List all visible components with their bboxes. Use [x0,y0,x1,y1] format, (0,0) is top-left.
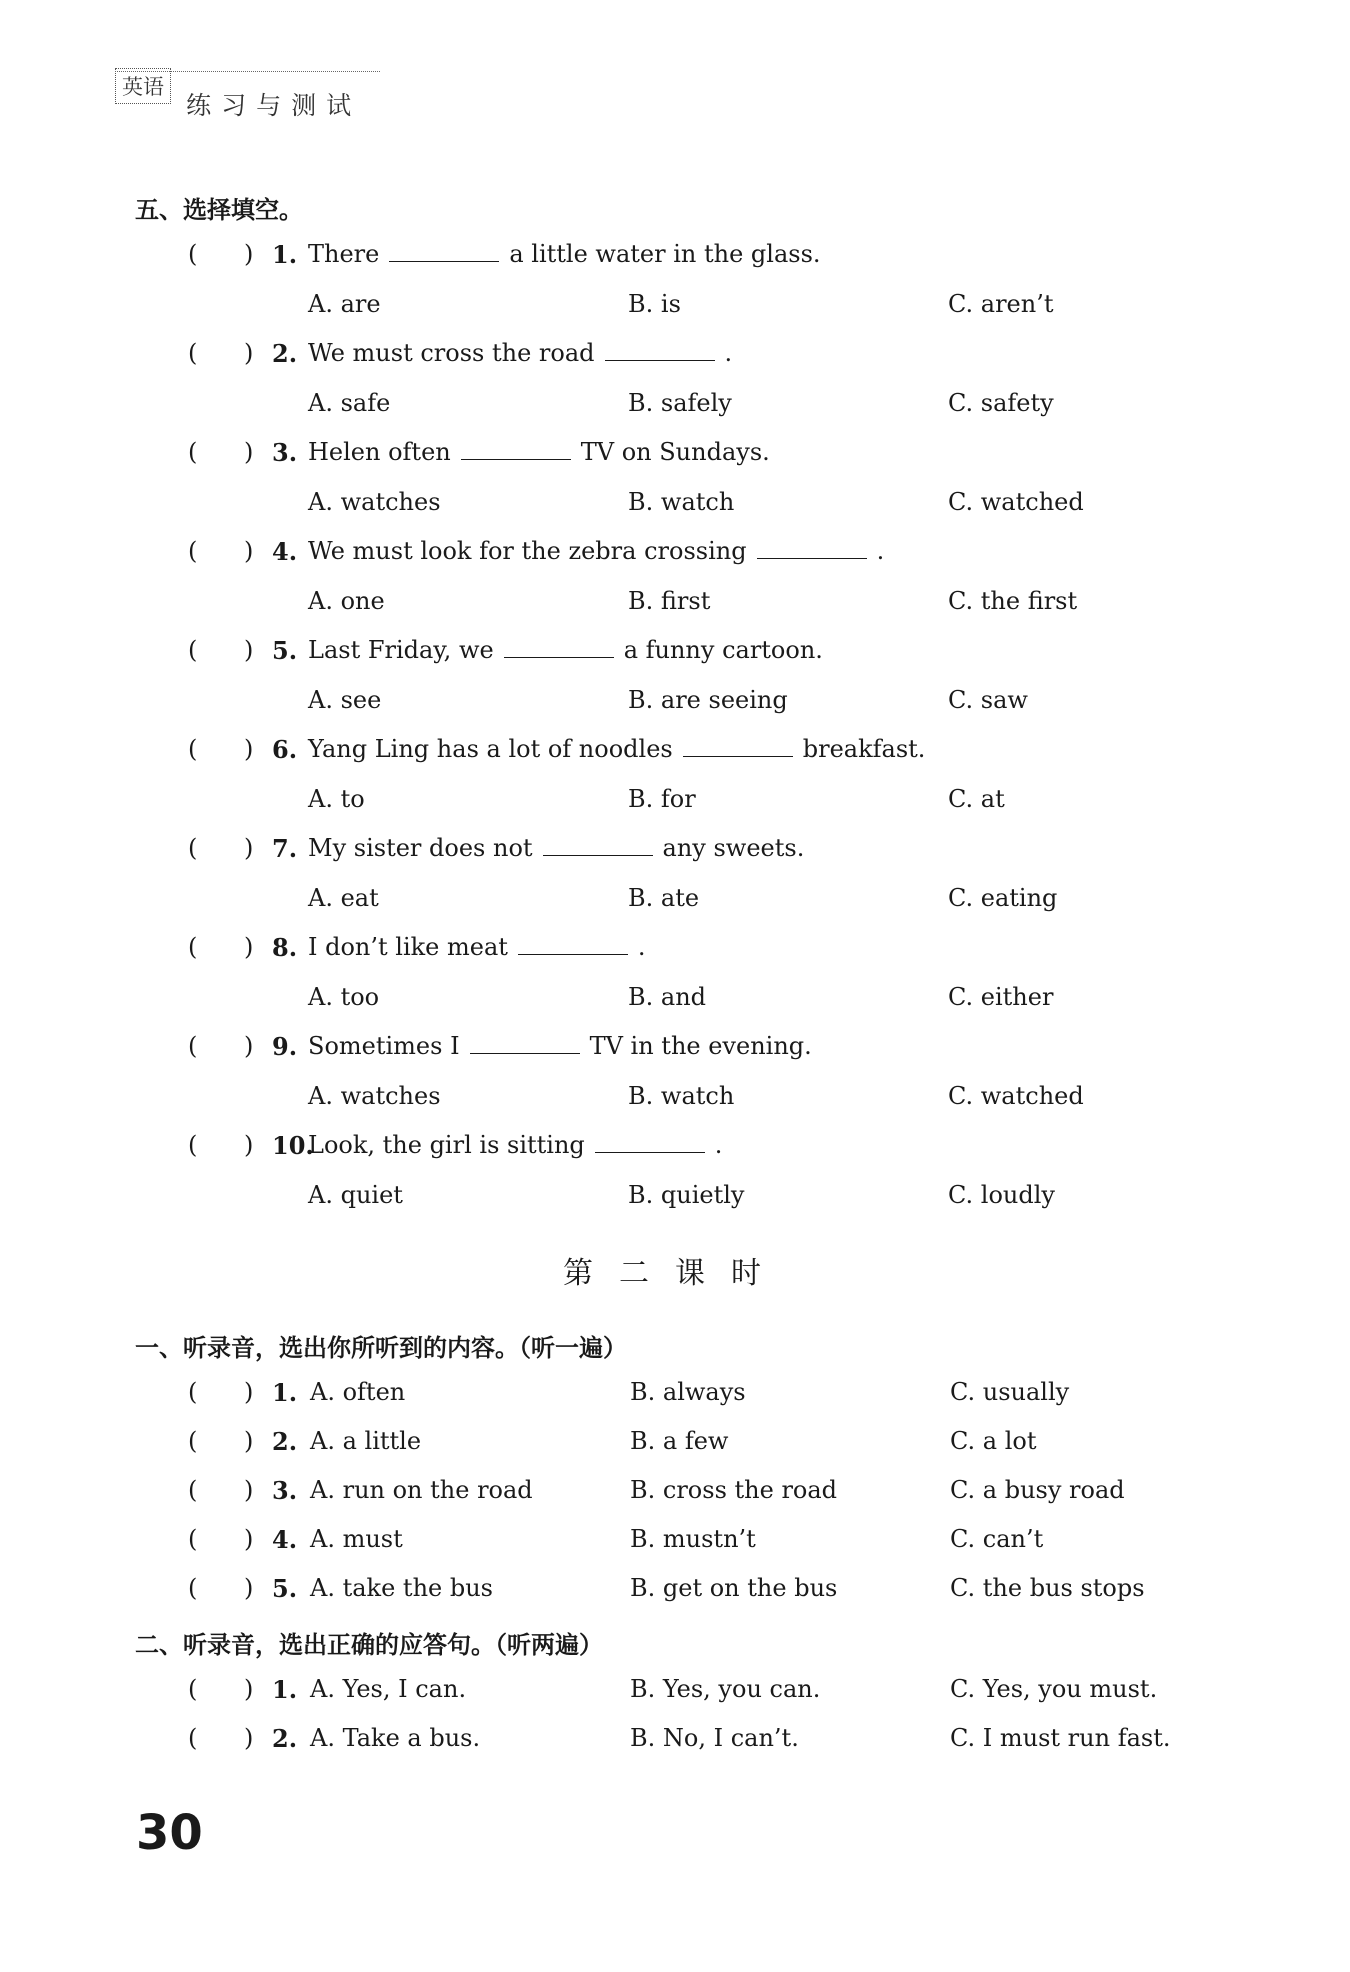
option-b: B. is [628,290,681,318]
answer-paren-right: ) [244,1476,254,1504]
question-text-before: There [308,240,380,268]
lesson-title: 第二课时 [563,1256,787,1291]
option-c: C. the first [948,587,1078,615]
question-text-before: Look, the girl is sitting [308,1131,585,1159]
answer-paren-left: ( [188,1476,198,1504]
question-text-before: We must look for the zebra crossing [308,537,747,565]
answer-paren-right: ) [244,240,254,268]
option-b: B. cross the road [630,1476,838,1504]
option-a: A. a little [310,1427,422,1455]
answer-paren-left: ( [188,1574,198,1602]
option-a: A. Yes, I can. [310,1675,467,1703]
option-b: B. mustn’t [630,1525,756,1553]
option-c: C. the bus stops [950,1574,1145,1602]
answer-blank[interactable] [389,241,499,262]
question-text [308,636,823,664]
question-number: 2. [272,1427,298,1456]
answer-paren-right: ) [244,537,254,565]
section5-heading: 五、选择填空。 [135,196,303,224]
answer-paren-right: ) [244,339,254,367]
answer-paren-right: ) [244,1675,254,1703]
option-a: A. too [308,983,380,1011]
question-text-after: a funny cartoon. [623,636,823,664]
option-a: A. one [308,587,385,615]
option-a: A. quiet [308,1181,403,1209]
option-a: A. to [308,785,365,813]
answer-blank[interactable] [470,1033,580,1054]
book-title: 练习与测试 [186,91,362,120]
answer-paren-left: ( [188,1427,198,1455]
option-c: C. a lot [950,1427,1037,1455]
question-text-after: . [724,339,733,367]
option-b: B. for [628,785,696,813]
answer-paren-right: ) [244,933,254,961]
option-c: C. watched [948,1082,1084,1110]
answer-paren-right: ) [244,1574,254,1602]
answer-paren-right: ) [244,1525,254,1553]
answer-paren-right: ) [244,1032,254,1060]
question-number: 1. [272,240,298,269]
question-text [308,834,804,862]
answer-paren-left: ( [188,1032,198,1060]
answer-paren-right: ) [244,735,254,763]
question-text [308,240,821,268]
question-text-before: Last Friday, we [308,636,494,664]
option-c: C. loudly [948,1181,1055,1209]
answer-paren-right: ) [244,636,254,664]
option-c: C. saw [948,686,1028,714]
option-b: B. quietly [628,1181,745,1209]
option-a: A. are [308,290,381,318]
question-number: 10. [272,1131,314,1160]
question-number: 2. [272,1724,298,1753]
option-c: C. watched [948,488,1084,516]
question-number: 7. [272,834,298,863]
answer-blank[interactable] [461,439,571,460]
answer-paren-right: ) [244,438,254,466]
option-b: B. always [630,1378,746,1406]
answer-paren-left: ( [188,1675,198,1703]
answer-blank[interactable] [757,538,867,559]
question-text [308,1032,812,1060]
answer-paren-left: ( [188,1378,198,1406]
question-text-after: a little water in the glass. [509,240,821,268]
answer-paren-left: ( [188,537,198,565]
option-c: C. safety [948,389,1054,417]
option-b: B. get on the bus [630,1574,838,1602]
answer-paren-right: ) [244,1378,254,1406]
option-a: A. safe [308,389,391,417]
question-text [308,438,770,466]
option-c: C. at [948,785,1005,813]
question-text-before: My sister does not [308,834,533,862]
question-text-after: TV on Sundays. [580,438,770,466]
answer-blank[interactable] [543,835,653,856]
answer-paren-left: ( [188,1724,198,1752]
answer-paren-right: ) [244,834,254,862]
answer-paren-left: ( [188,1525,198,1553]
question-number: 4. [272,1525,298,1554]
option-b: B. safely [628,389,732,417]
option-c: C. usually [950,1378,1070,1406]
option-a: A. run on the road [310,1476,533,1504]
answer-blank[interactable] [518,934,628,955]
option-b: B. are seeing [628,686,788,714]
option-a: A. see [308,686,382,714]
answer-blank[interactable] [683,736,793,757]
page-number: 30 [136,1805,203,1861]
question-number: 6. [272,735,298,764]
option-c: C. I must run fast. [950,1724,1171,1752]
option-b: B. first [628,587,711,615]
question-text-after: breakfast. [802,735,926,763]
question-text [308,933,646,961]
option-b: B. No, I can’t. [630,1724,799,1752]
question-text-before: I don’t like meat [308,933,508,961]
answer-paren-left: ( [188,339,198,367]
subject-label: 英语 [115,68,171,104]
option-c: C. either [948,983,1054,1011]
question-number: 4. [272,537,298,566]
question-text-after: TV in the evening. [589,1032,812,1060]
answer-paren-right: ) [244,1427,254,1455]
answer-blank[interactable] [504,637,614,658]
question-number: 1. [272,1378,298,1407]
question-number: 2. [272,339,298,368]
answer-paren-left: ( [188,735,198,763]
answer-paren-left: ( [188,933,198,961]
option-b: B. watch [628,488,735,516]
option-a: A. watches [308,1082,441,1110]
option-c: C. a busy road [950,1476,1125,1504]
header-dotted-rule [115,71,380,72]
part1-heading: 一、听录音，选出你所听到的内容。（听一遍） [135,1334,627,1362]
question-number: 9. [272,1032,298,1061]
question-text-after: . [714,1131,723,1159]
option-c: C. aren’t [948,290,1054,318]
option-a: A. often [310,1378,406,1406]
question-text-after: any sweets. [662,834,805,862]
page-header [115,68,380,122]
question-text-before: We must cross the road [308,339,595,367]
question-text-before: Helen often [308,438,451,466]
option-b: B. and [628,983,707,1011]
question-text [308,339,732,367]
answer-paren-left: ( [188,240,198,268]
option-c: C. eating [948,884,1058,912]
answer-paren-left: ( [188,438,198,466]
question-text-before: Sometimes I [308,1032,460,1060]
question-number: 8. [272,933,298,962]
question-text-after: . [637,933,646,961]
answer-paren-left: ( [188,636,198,664]
question-text-after: . [876,537,885,565]
answer-paren-left: ( [188,834,198,862]
option-c: C. Yes, you must. [950,1675,1158,1703]
option-b: B. a few [630,1427,729,1455]
option-a: A. Take a bus. [310,1724,481,1752]
option-a: A. eat [308,884,379,912]
question-number: 5. [272,636,298,665]
question-text [308,537,884,565]
option-a: A. watches [308,488,441,516]
option-a: A. must [310,1525,403,1553]
question-number: 1. [272,1675,298,1704]
question-number: 3. [272,438,298,467]
option-a: A. take the bus [310,1574,493,1602]
answer-blank[interactable] [605,340,715,361]
question-number: 3. [272,1476,298,1505]
question-text [308,735,925,763]
answer-paren-right: ) [244,1724,254,1752]
option-b: B. ate [628,884,700,912]
answer-paren-left: ( [188,1131,198,1159]
answer-paren-right: ) [244,1131,254,1159]
question-text [308,1131,722,1159]
question-text-before: Yang Ling has a lot of noodles [308,735,673,763]
option-c: C. can’t [950,1525,1044,1553]
option-b: B. watch [628,1082,735,1110]
answer-blank[interactable] [595,1132,705,1153]
option-b: B. Yes, you can. [630,1675,821,1703]
question-number: 5. [272,1574,298,1603]
part2-heading: 二、听录音，选出正确的应答句。（听两遍） [135,1631,603,1659]
